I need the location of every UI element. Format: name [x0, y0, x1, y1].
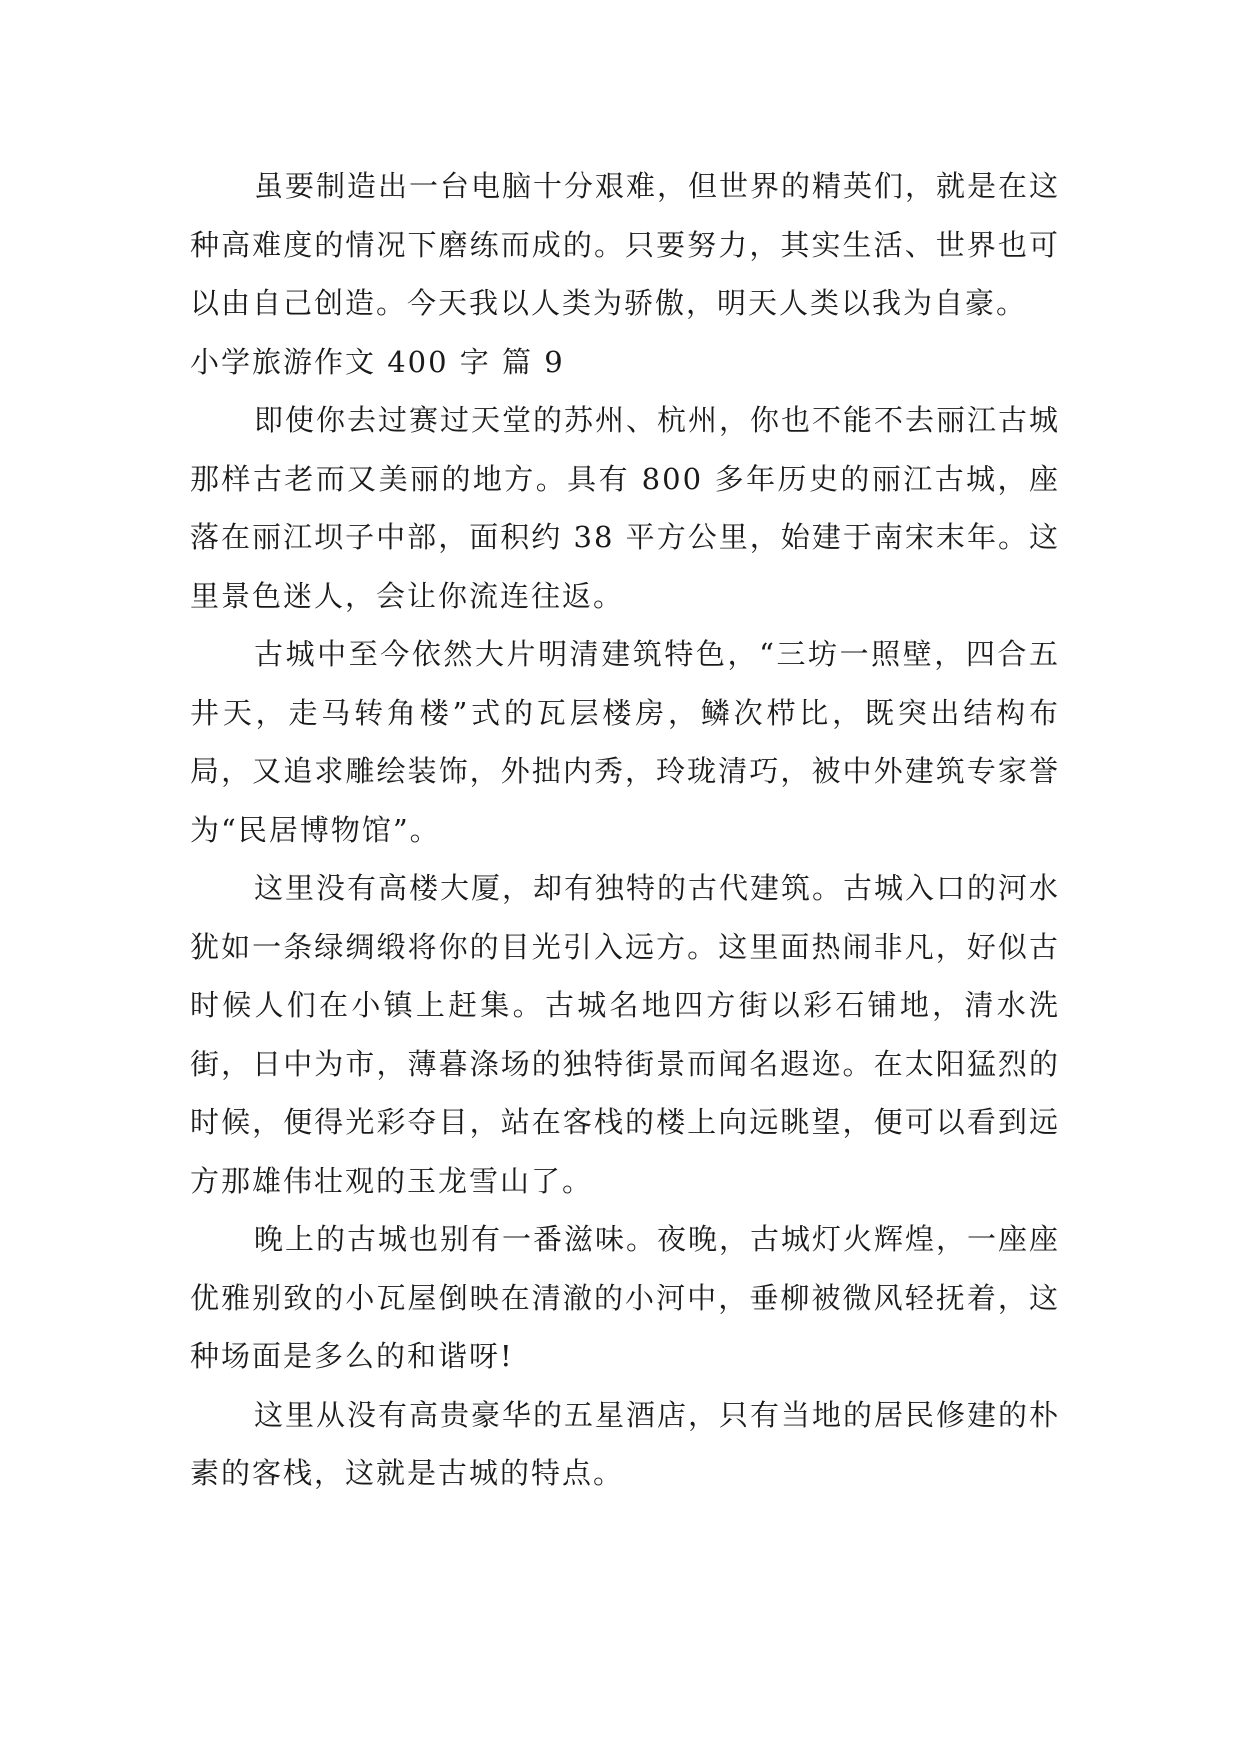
paragraph-2: 古城中至今依然大片明清建筑特色，“三坊一照壁，四合五井天，走马转角楼”式的瓦层楼房，鳞次栉比，既突出结构布局，又追求雕绘装饰，外拙内秀，玲珑清巧，被中外建筑专家誉为“民居博物馆”。 [190, 637, 1060, 847]
section-heading: 小学旅游作文 400 字 篇 9 [190, 344, 565, 379]
paragraph-5: 这里从没有高贵豪华的五星酒店，只有当地的居民修建的朴素的客栈，这就是古城的特点。 [190, 1397, 1061, 1490]
paragraph-3: 这里没有高楼大厦，却有独特的古代建筑。古城入口的河水犹如一条绿绸缎将你的目光引入远方。这里面热闹非凡，好似古时候人们在小镇上赶集。古城名地四方街以彩石铺地，清水洗街，日中为市，薄暮涤场的独特街景而闻名遐迩。在太阳猛烈的时候，便得光彩夺目，站在客栈的楼上向远眺望，便可以看到远方那雄伟壮观的玉龙雪山了。 [190, 871, 1061, 1198]
document-body [190, 157, 1060, 1503]
paragraph-4: 晚上的古城也别有一番滋味。夜晚，古城灯火辉煌，一座座优雅别致的小瓦屋倒映在清澈的小河中，垂柳被微风轻抚着，这种场面是多么的和谐呀! [190, 1222, 1061, 1373]
paragraph-1: 即使你去过赛过天堂的苏州、杭州，你也不能不去丽江古城那样古老而又美丽的地方。具有 800 多年历史的丽江古城，座落在丽江坝子中部，面积约 38 平方公里，始建于南宋末年。这里景色迷人，会让你流连往返。 [190, 403, 1061, 613]
paragraph-intro: 虽要制造出一台电脑十分艰难，但世界的精英们，就是在这种高难度的情况下磨练而成的。只要努力，其实生活、世界也可以由自己创造。今天我以人类为骄傲，明天人类以我为自豪。 [190, 169, 1061, 320]
